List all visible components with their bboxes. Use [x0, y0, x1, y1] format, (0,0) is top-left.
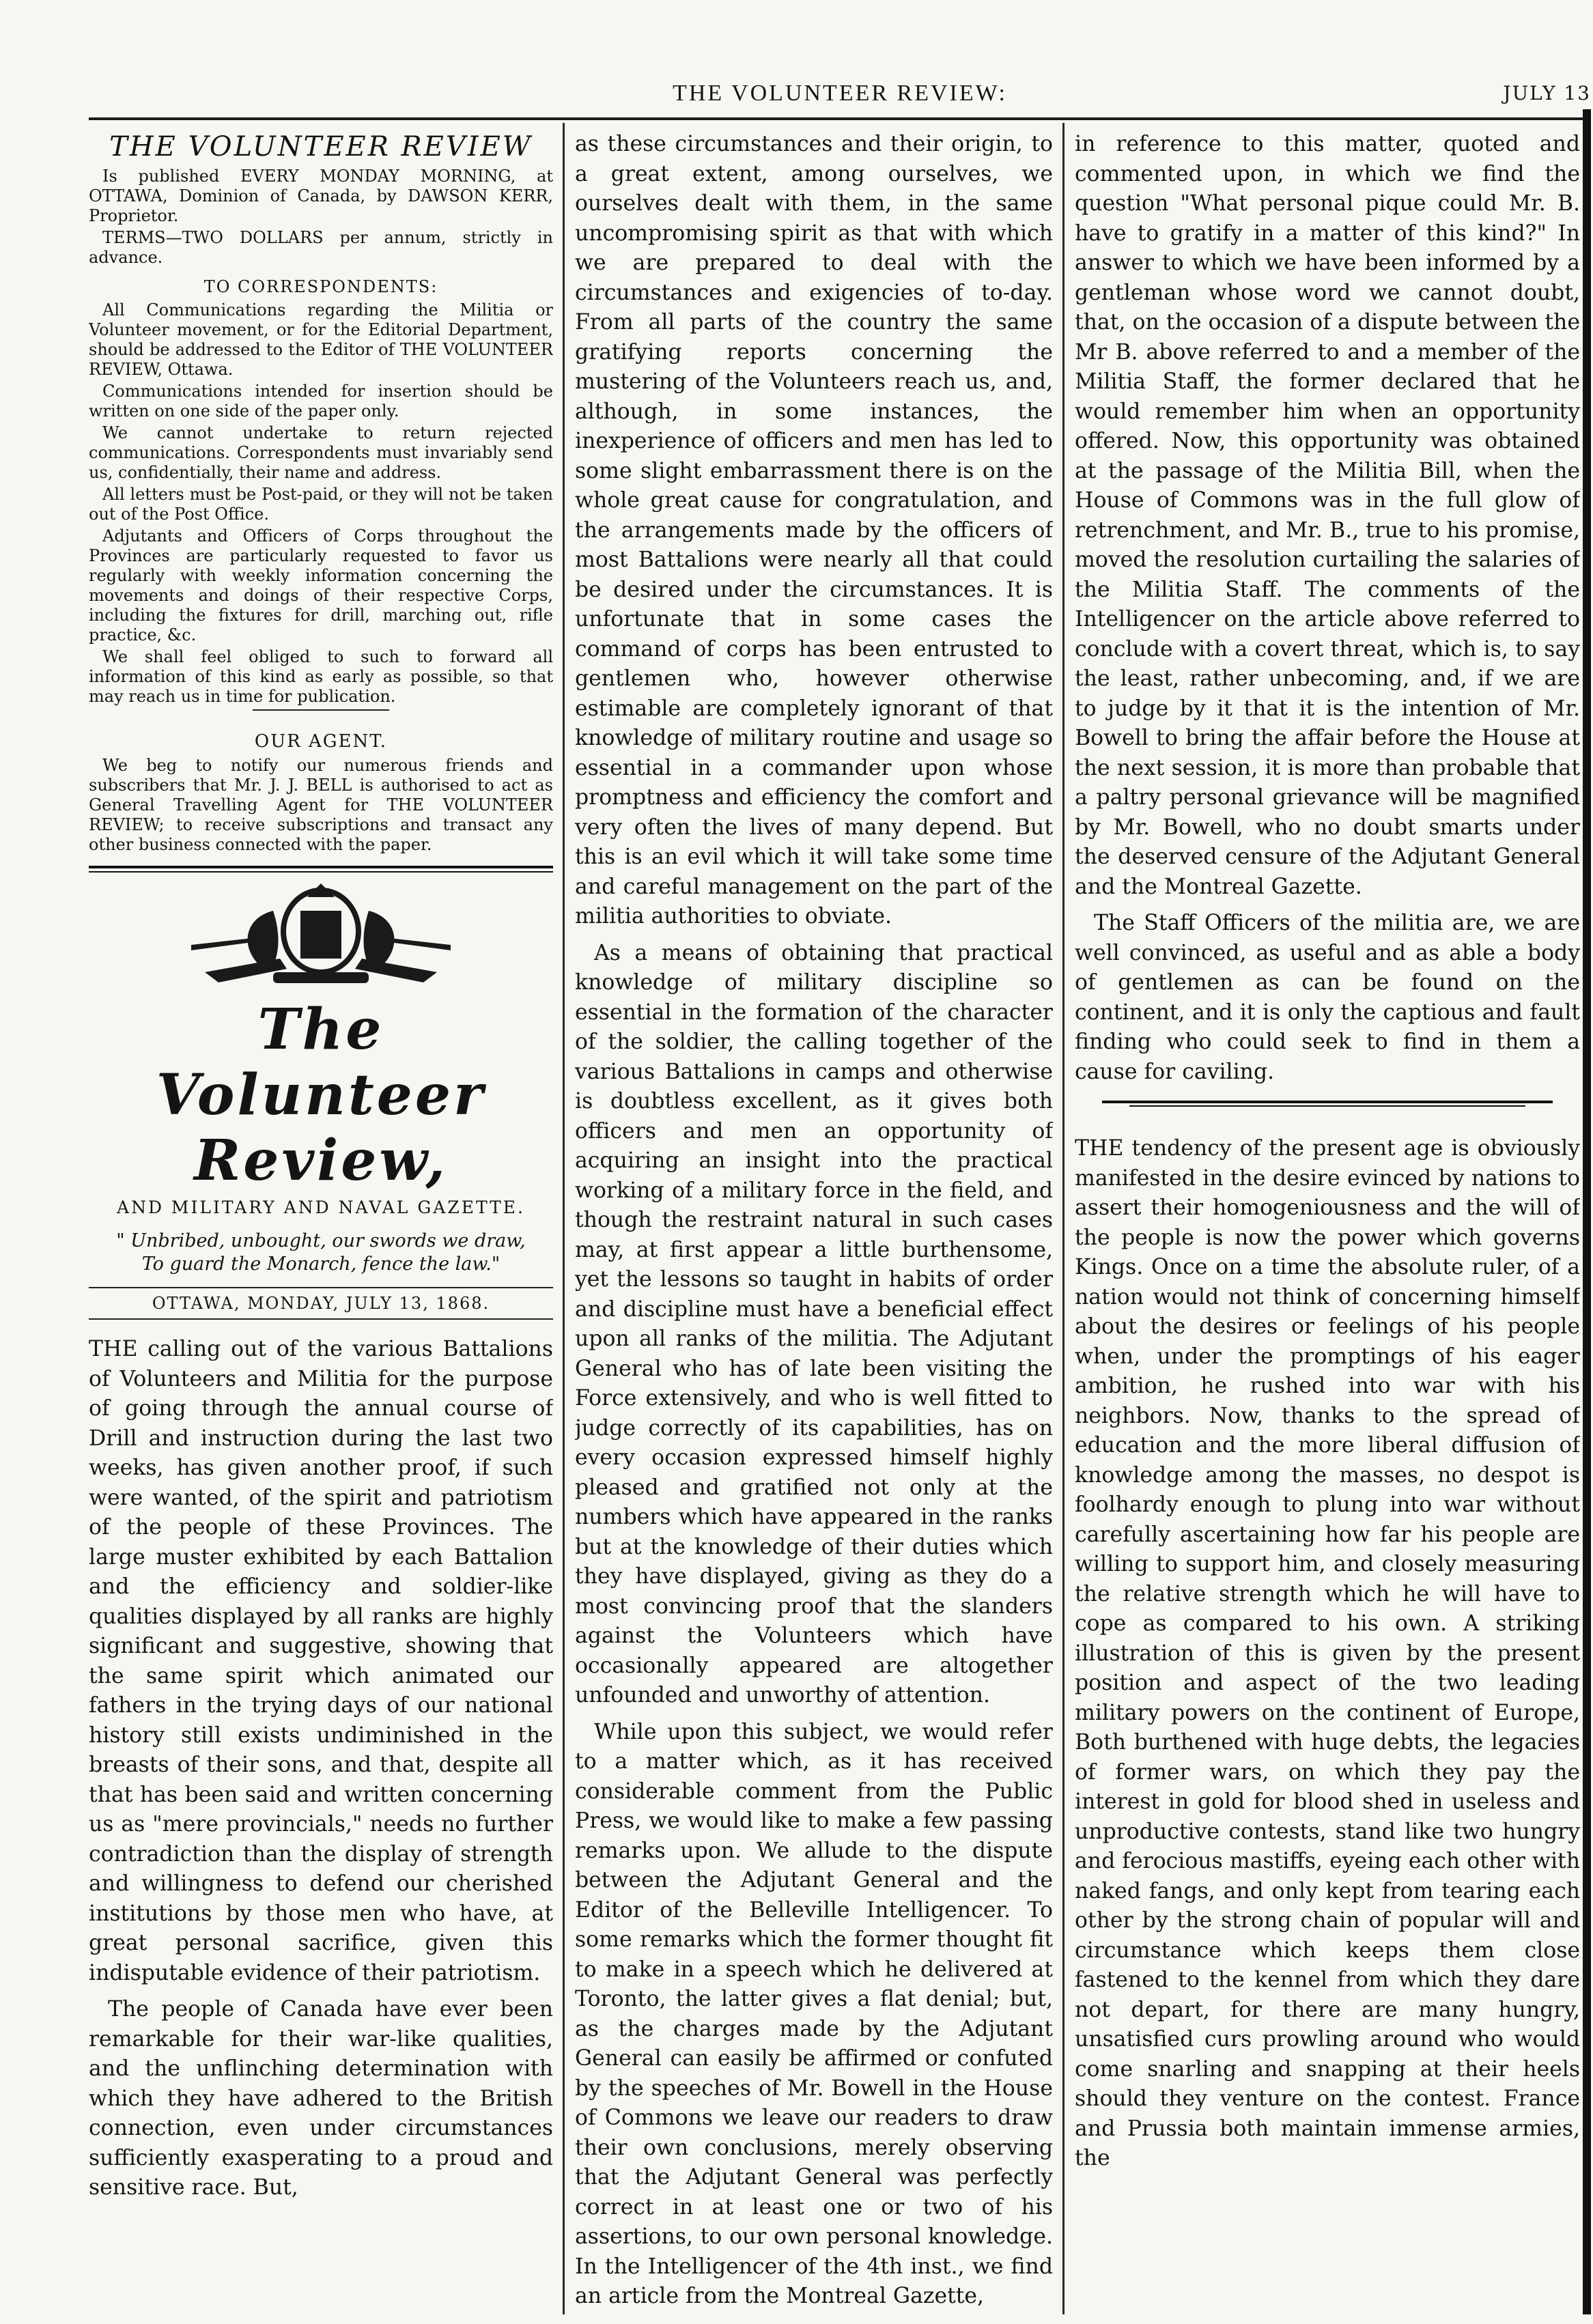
masthead-title: THE VOLUNTEER REVIEW [109, 131, 533, 162]
motto-line: " Unbribed, unbought, our swords we draw, [116, 1230, 526, 1251]
article-paragraph: The Staff Officers of the militia are, we are well convinced, as useful and as able a body of gentlemen as can be found on the continent, and it is only the captious and fault finding who could seek to find in them a cause for caviling. [1075, 911, 1580, 1084]
motto [89, 1230, 553, 1276]
correspondents-paragraph: We cannot undertake to return rejected communications. Correspondents must invariably send us, confidentially, their name and address. [89, 423, 553, 482]
column-1-article [89, 1335, 553, 2203]
correspondents-heading: TO CORRESPONDENTS: [203, 277, 438, 296]
column-rule-1 [563, 123, 565, 2314]
agent-text: We beg to notify our numerous friends and subscribers that Mr. J. J. BELL is authorised to act as General Travelling Agent for THE VOLUNTEER REVIEW; to receive subscriptions and transact any other business connected with the paper. [89, 756, 553, 854]
article-paragraph: While upon this subject, we would refer to a matter which, as it has received considerable comment from the Public Press, we would like to make a few passing remarks upon. We allude to the dispute between the Adjutant General and the Editor of the Belleville Intelligencer. To some remarks which the former thought fit to make in a speech which he delivered at Toronto, the latter gives a flat denial; but, as the charges made by the Adjutant General can easily be affirmed or confuted by the speeches of Mr. Bowell in the House of Commons we leave our readers to draw their own conclusions, merely observing that the Adjutant General was perfectly correct in at least one or two of his assertions, to our own personal knowledge. In the Intelligencer of the 4th inst., we find an article from the Montreal Gazette, [575, 1719, 1053, 2308]
dateline: OTTAWA, MONDAY, JULY 13, 1868. [89, 1287, 553, 1320]
article-separator [1075, 1101, 1580, 1107]
running-header-title: THE VOLUNTEER REVIEW: [673, 81, 1007, 106]
royal-crest-icon [178, 877, 464, 993]
paper-subtitle: AND MILITARY AND NAVAL GAZETTE. [117, 1198, 525, 1217]
header-rule [89, 117, 1591, 120]
article-paragraph: in reference to this matter, quoted and commented upon, in which we find the question "What personal pique could Mr. B. have to gratify in a matter of this kind?" In answer to which we have been informed by a gentleman whose word we cannot doubt, that, on the occasion of a dispute between the Mr B. above referred to and a member of the Militia Staff, the former declared that he would remember him when an opportunity offered. Now, this opportunity was obtained at the passage of the Militia Bill, when the House of Commons was in the full glow of retrenchment, and Mr. B., true to his promise, moved the resolution curtailing the salaries of the Militia Staff. The comments of the Intelligencer on the article above referred to conclude with a covert threat, which is, to say the least, rather unbecoming, and, if we are to judge by it that it is the intention of Mr. Bowell to bring the affair before the House at the next session, it is more than probable that a paltry personal grievance will be magnified by Mr. Bowell, who no doubt smarts under the deserved censure of the Adjutant General and the Montreal Gazette. [1075, 132, 1580, 899]
separator-bar [1102, 1101, 1553, 1103]
motto-line: To guard the Monarch, fence the law." [141, 1253, 501, 1275]
column-2 [575, 130, 1053, 2308]
page-edge-shadow [1583, 109, 1591, 2314]
correspondents-paragraph: Communications intended for insertion should be written on one side of the paper only. [89, 382, 553, 421]
article-paragraph: As a means of obtaining that practical knowledge of military discipline so essential in the formation of the character of the soldier, the calling together of the various Battalions in camps and otherwise is doubtless excellent, as it gives both officers and men an opportunity of acquiring an insight into the practical working of a military force in the field, and though the restraint natural in such cases may, at first appear a little burthensome, yet the lessons so taught in habits of order and discipline must have a beneficial effect upon all ranks of the militia. The Adjutant General who has of late been visiting the Force extensively, and who is well fitted to judge correctly of its capabilities, has on every occasion expressed himself highly pleased and gratified not only at the numbers which have appeared in the ranks but at the knowledge of their duties which they have displayed, giving as they do a most convincing proof that the slanders against the Volunteers which have occasionally appeared are altogether unfounded and unworthy of attention. [575, 940, 1053, 1707]
agent-heading: OUR AGENT. [254, 731, 388, 752]
article-paragraph: THE calling out of the various Battalions of Volunteers and Militia for the purpose of going through the annual course of Drill and instruction during the last two weeks, has given another proof, if such were wanted, of the spirit and patriotism of the people of these Provinces. The large muster exhibited by each Battalion and the efficiency and soldier-like qualities displayed by all ranks are highly significant and suggestive, showing that the same spirit which animated our fathers in the trying days of our national history still exists undiminished in the breasts of their sons, and that, despite all that has been said and written concerning us as "mere provincials," needs no further contradiction than the display of strength and willingness to defend our cherished institutions by those men who have, at great personal sacrifice, given this indisputable evidence of their patriotism. [89, 1337, 553, 1985]
correspondents-paragraph: All letters must be Post-paid, or they will not be taken out of the Post Office. [89, 485, 553, 524]
agent-section [89, 756, 553, 855]
article-paragraph: THE tendency of the present age is obviously manifested in the desire evinced by nations to assert their homogeniousness and the will of the people is now the power which governs Kings. Once on a time the absolute ruler, of a nation would not think of concerning himself about the desires or feelings of his people when, under the promptings of his eager ambition, he rushed into war with his neighbors. Now, thanks to the spread of education and the more liberal diffusion of knowledge among the masses, no despot is foolhardy enough to plung into war without carefully ascertaining how far his people are willing to support him, and closely measuring the relative strength which he will have to cope as compared to his own. A striking illustration of this is given by the present position and aspect of the two leading military powers on the continent of Europe, Both burthened with huge debts, the legacies of former wars, on which they pay the interest in gold for blood shed in useless and unproductive contests, stand like two hungry and ferocious mastiffs, eyeing each other with naked fangs, and only kept from tearing each other by the strong chain of popular will and circumstance which keeps them close fastened to the kennel from which they dare not depart, for there are many hungry, unsatisfied curs prowling around who would come snarling and snapping at their heels should they venture on the contest. France and Prussia both maintain immense armies, the [1075, 1136, 1580, 2170]
article-paragraph: The people of Canada have ever been remarkable for their war-like qualities, and the unflinching determination with which they have adhered to the British connection, even under circumstances sufficiently exasperating to a proud and sensitive race. But, [89, 1997, 553, 2200]
correspondents-section [89, 300, 553, 707]
correspondents-paragraph: Adjutants and Officers of Corps throughout the Provinces are particularly requested to favor us regularly with weekly information concerning the movements and doings of their respective Corps, including the fixtures for drill, marching out, rifle practice, &c. [89, 526, 553, 644]
column-3 [1075, 130, 1580, 2308]
section-divider [253, 709, 389, 711]
terms-note: TERMS—TWO DOLLARS per annum, strictly in advance. [89, 228, 553, 267]
running-header [89, 81, 1591, 116]
paper-title: The Volunteer Review, [156, 997, 486, 1193]
column-rule-2 [1062, 123, 1065, 2314]
column-1 [89, 130, 553, 2308]
publishing-note: Is published EVERY MONDAY MORNING, at OTTAWA, Dominion of Canada, by DAWSON KERR, Proprietor. [89, 167, 553, 225]
masthead-notice [89, 167, 553, 268]
separator-bar [1129, 1105, 1525, 1107]
article-paragraph: as these circumstances and their origin, to a great extent, among ourselves, we ourselves dealt with them, in the same uncompromising spirit as that with which we are prepared to deal with the circumstances and exigencies of to-day. From all parts of the country the same gratifying reports concerning the mustering of the Volunteers reach us, and, although, in some instances, the inexperience of officers and men has led to some slight embarrassment there is on the whole great cause for congratulation, and the arrangements made by the officers of most Battalions were nearly all that could be desired under the circumstances. It is unfortunate that in some cases the command of corps has been entrusted to gentlemen who, however otherwise estimable are completely ignorant of that knowledge of military routine and usage so essential in a commander upon whose promptness and efficiency the comfort and very often the lives of many depend. But this is an evil which it will take some time and careful management on the part of the militia authorities to obviate. [575, 132, 1053, 929]
correspondents-paragraph: All Communications regarding the Militia or Volunteer movement, or for the Editorial Department, should be addressed to the Editor of THE VOLUNTEER REVIEW, Ottawa. [89, 300, 553, 379]
running-header-date: JULY 13 [1503, 82, 1591, 104]
masthead-rule [89, 866, 553, 873]
correspondents-paragraph: We shall feel obliged to such to forward all information of this kind as early as possible, so that may reach us in time for publication. [89, 647, 553, 706]
